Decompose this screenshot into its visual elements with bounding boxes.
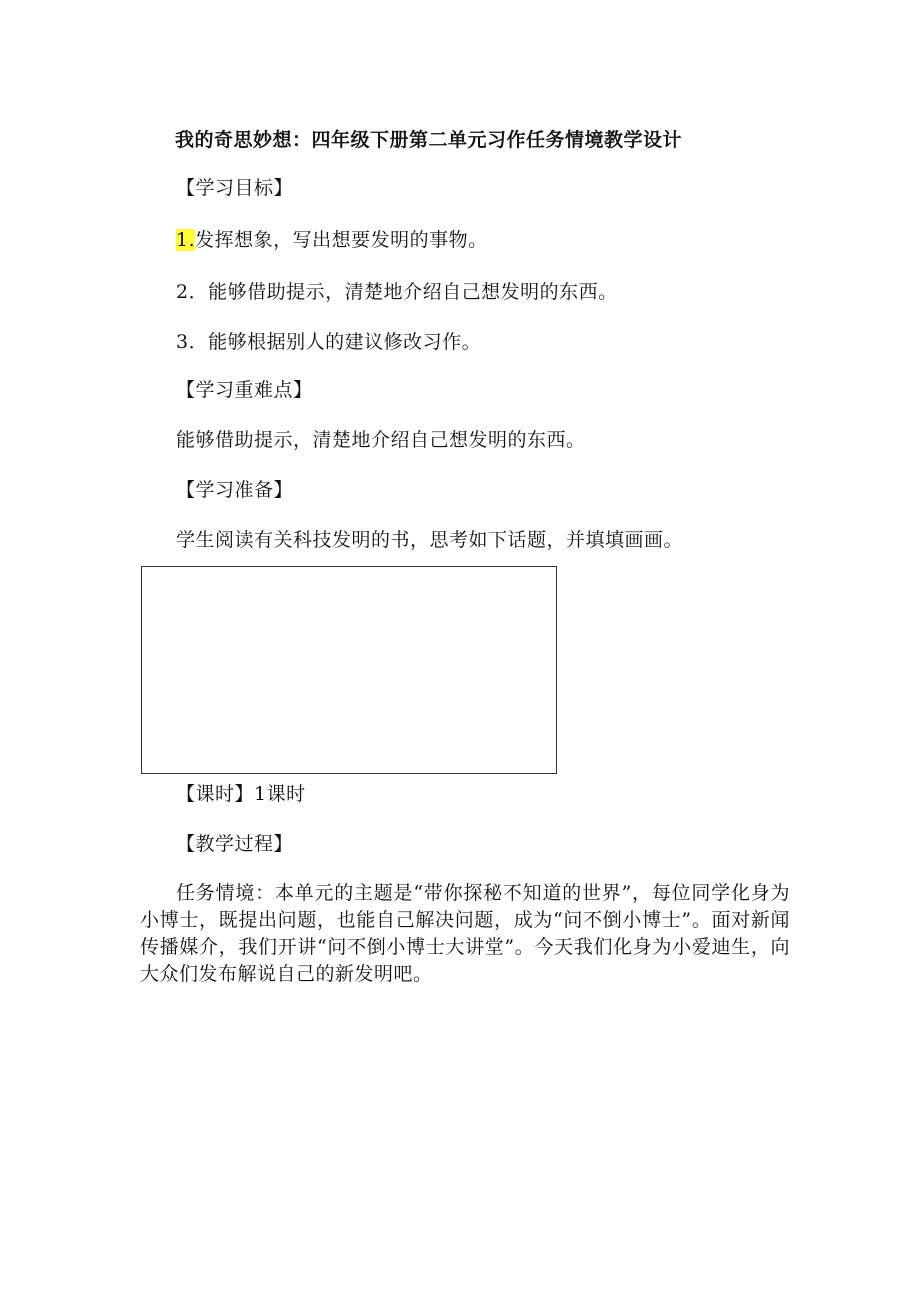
objective-2-number: 2: [176, 281, 189, 303]
objective-2-text: ．能够借助提示，清楚地介绍自己想发明的东西。: [188, 281, 618, 303]
objective-2: [176, 280, 618, 304]
objectives-heading: 【学习目标】: [176, 177, 294, 199]
objective-1: [176, 228, 488, 252]
key-points-heading: 【学习重难点】: [176, 379, 313, 401]
key-points-text: 能够借助提示，清楚地介绍自己想发明的东西。: [176, 429, 586, 451]
preparation-text: 学生阅读有关科技发明的书，思考如下话题，并填填画画。: [176, 529, 684, 551]
class-hours-heading: 【课时】: [176, 783, 255, 805]
objective-3: [176, 330, 481, 354]
drawing-box: [141, 566, 557, 774]
objective-3-text: ．能够根据别人的建议修改习作。: [188, 331, 482, 353]
objective-3-number: 3: [176, 331, 189, 353]
objective-1-number: 1.: [176, 229, 196, 251]
class-hours-value: 1课时: [254, 783, 306, 805]
document-title: 我的奇思妙想：四年级下册第二单元习作任务情境教学设计: [175, 129, 683, 151]
class-hours: [176, 782, 306, 806]
process-text: 任务情境：本单元的主题是“带你探秘不知道的世界”，每位同学化身为小博士，既提出问题，也能自己解决问题，成为“问不倒小博士”。面对新闻传播媒介，我们开讲“问不倒小博士大讲堂”。今天我们化身为小爱迪生，向大众们发布解说自己的新发明吧。: [140, 882, 790, 985]
objective-1-text: 发挥想象，写出想要发明的事物。: [195, 229, 488, 251]
process-heading: 【教学过程】: [176, 833, 294, 855]
preparation-heading: 【学习准备】: [176, 479, 294, 501]
